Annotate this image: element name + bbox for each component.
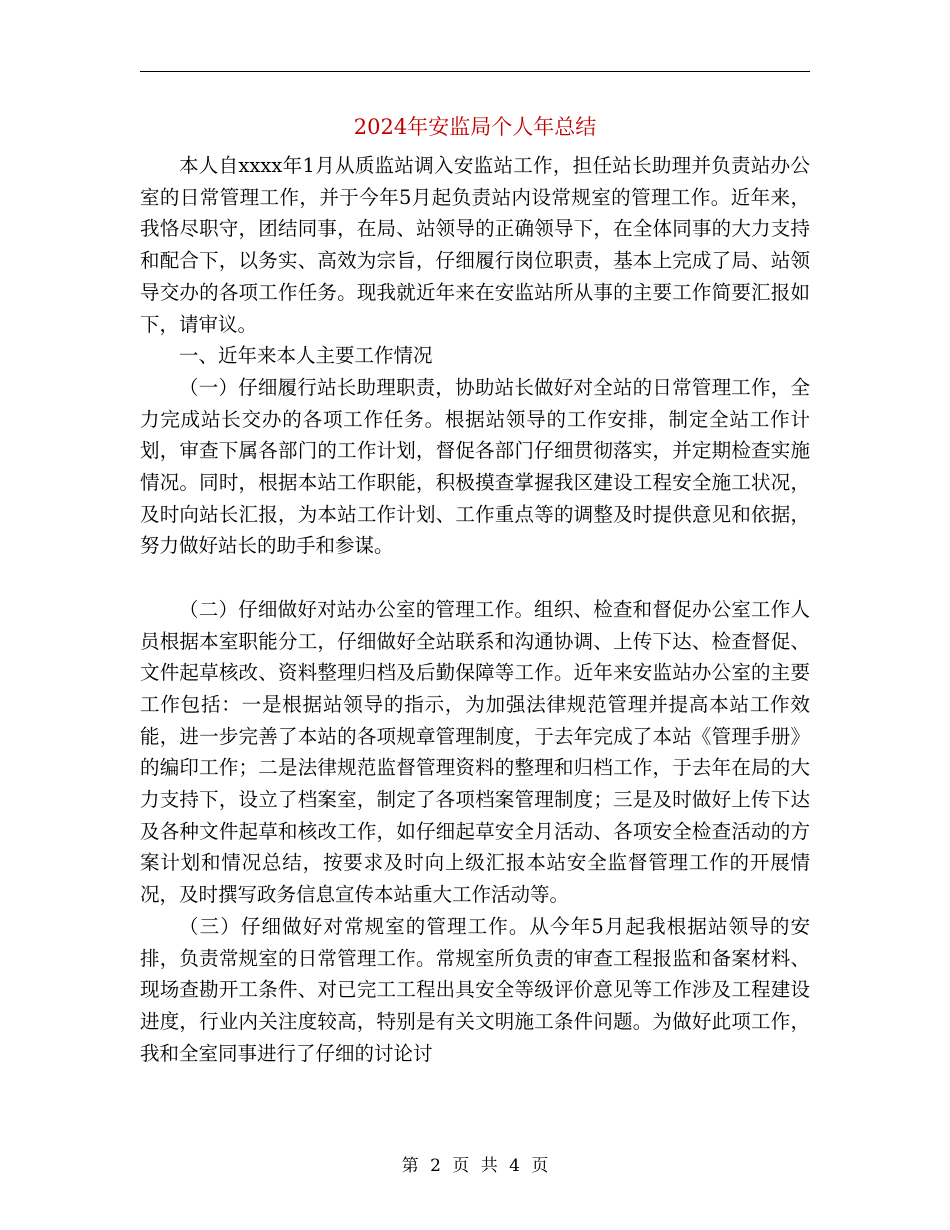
paragraph-item-3: （三）仔细做好对常规室的管理工作。从今年5月起我根据站领导的安排，负责常规室的日常管理工作。常规室所负责的审查工程报监和备案材料、现场查勘开工条件、对已完工工程出具安全等级评价意见等工作涉及工程建设进度，行业内关注度较高，特别是有关文明施工条件问题。为做好此项工作，我和全室同事进行了仔细的讨论讨 (140, 914, 810, 1065)
document-title: 2024年安监局个人年总结 (353, 115, 597, 139)
paragraph-item-1: （一）仔细履行站长助理职责，协助站长做好对全站的日常管理工作，全力完成站长交办的各项工作任务。根据站领导的工作安排，制定全站工作计划，审查下属各部门的工作计划，督促各部门仔细贯彻落实，并定期检查实施情况。同时，根据本站工作职能，积极摸查掌握我区建设工程安全施工状况，及时向站长汇报，为本站工作计划、工作重点等的调整及时提供意见和依据，努力做好站长的助手和参谋。 (140, 375, 810, 558)
page-number-footer: 第 2 页 共 4 页 (401, 1156, 549, 1176)
section-heading: 一、近年来本人主要工作情况 (179, 344, 433, 368)
document-body (140, 150, 810, 1069)
paragraph-intro: 本人自xxxx年1月从质监站调入安监站工作，担任站长助理并负责站办公室的日常管理工作，并于今年5月起负责站内设常规室的管理工作。近年来，我恪尽职守，团结同事，在局、站领导的正确领导下，在全体同事的大力支持和配合下，以务实、高效为宗旨，仔细履行岗位职责，基本上完成了局、站领导交办的各项工作任务。现我就近年来在安监站所从事的主要工作简要汇报如下，请审议。 (140, 154, 810, 336)
paragraph-item-2: （二）仔细做好对站办公室的管理工作。组织、检查和督促办公室工作人员根据本室职能分工，仔细做好全站联系和沟通协调、上传下达、检查督促、文件起草核改、资料整理归档及后勤保障等工作。近年来安监站办公室的主要工作包括：一是根据站领导的指示，为加强法律规范管理并提高本站工作效能，进一步完善了本站的各项规章管理制度，于去年完成了本站《管理手册》的编印工作；二是法律规范监督管理资料的整理和归档工作，于去年在局的大力支持下，设立了档案室，制定了各项档案管理制度；三是及时做好上传下达及各种文件起草和核改工作，如仔细起草安全月活动、各项安全检查活动的方案计划和情况总结，按要求及时向上级汇报本站安全监督管理工作的开展情况，及时撰写政务信息宣传本站重大工作活动等。 (140, 597, 810, 907)
header-rule (140, 71, 810, 72)
